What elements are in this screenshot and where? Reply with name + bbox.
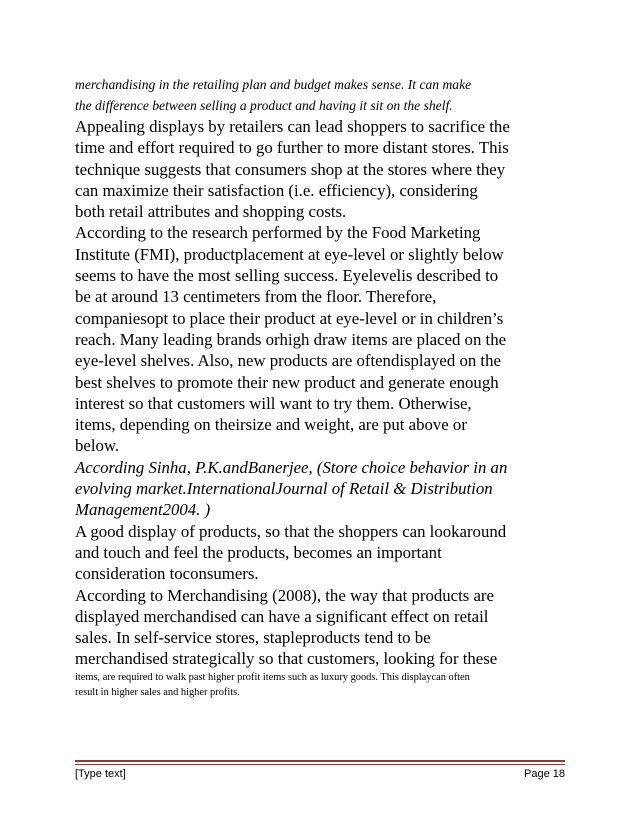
text-line: seems to have the most selling success. Eyelevelis described to [75, 266, 499, 286]
text-line: technique suggests that consumers shop at the stores where they [75, 159, 506, 179]
intro-paragraph [75, 74, 565, 116]
text-line: A good display of products, so that the shoppers can lookaround [75, 521, 507, 541]
citation-line: According Sinha, P.K.andBanerjee, (Store choice behavior in an [75, 457, 508, 477]
paragraph-merchandising [75, 585, 565, 670]
text-line: interest so that customers will want to try them. Otherwise, [75, 393, 472, 413]
citation-line: evolving market.InternationalJournal of Retail & Distribution [75, 479, 493, 499]
footer-placeholder-text: [Type text] [75, 768, 126, 780]
citation-line: Management2004. ) [75, 500, 211, 520]
text-line: consideration toconsumers. [75, 564, 259, 584]
text-line: can maximize their satisfaction (i.e. efficiency), considering [75, 180, 478, 200]
text-line: eye-level shelves. Also, new products are oftendisplayed on the [75, 351, 501, 371]
paragraph-fmi-research [75, 222, 565, 456]
paragraph-displays [75, 116, 565, 222]
page-content [75, 74, 565, 700]
text-line: companiesopt to place their product at eye-level or in children’s [75, 308, 504, 328]
text-line: According to Merchandising (2008), the way that products are [75, 585, 494, 605]
footer-rule-thick [75, 760, 565, 762]
footer-rule-thin [75, 764, 565, 765]
citation-block [75, 457, 565, 521]
text-line: sales. In self-service stores, stapleproducts tend to be [75, 628, 431, 648]
intro-line: the difference between selling a product and having it sit on the shelf. [75, 98, 453, 113]
text-line: both retail attributes and shopping costs. [75, 202, 347, 222]
text-line: merchandised strategically so that customers, looking for these [75, 649, 498, 669]
page-number: Page 18 [524, 768, 565, 780]
text-line: be at around 13 centimeters from the floor. Therefore, [75, 287, 437, 307]
text-line: Appealing displays by retailers can lead shoppers to sacrifice the [75, 117, 510, 136]
small-text-line: result in higher sales and higher profits. [75, 686, 240, 698]
text-line: According to the research performed by the Food Marketing [75, 223, 481, 243]
text-line: and touch and feel the products, becomes an important [75, 542, 442, 562]
small-text-block [75, 670, 565, 700]
text-line: time and effort required to go further to more distant stores. This [75, 138, 509, 158]
text-line: items, depending on theirsize and weight, are put above or [75, 415, 467, 435]
text-line: below. [75, 436, 120, 456]
intro-line: merchandising in the retailing plan and budget makes sense. It can make [75, 77, 472, 92]
text-line: displayed merchandised can have a significant effect on retail [75, 606, 489, 626]
text-line: best shelves to promote their new product and generate enough [75, 372, 499, 392]
small-text-line: items, are required to walk past higher profit items such as luxury goods. This displaycan often [75, 671, 470, 683]
paragraph-good-display [75, 521, 565, 585]
text-line: reach. Many leading brands orhigh draw items are placed on the [75, 329, 507, 349]
text-line: Institute (FMI), productplacement at eye-level or slightly below [75, 244, 504, 264]
